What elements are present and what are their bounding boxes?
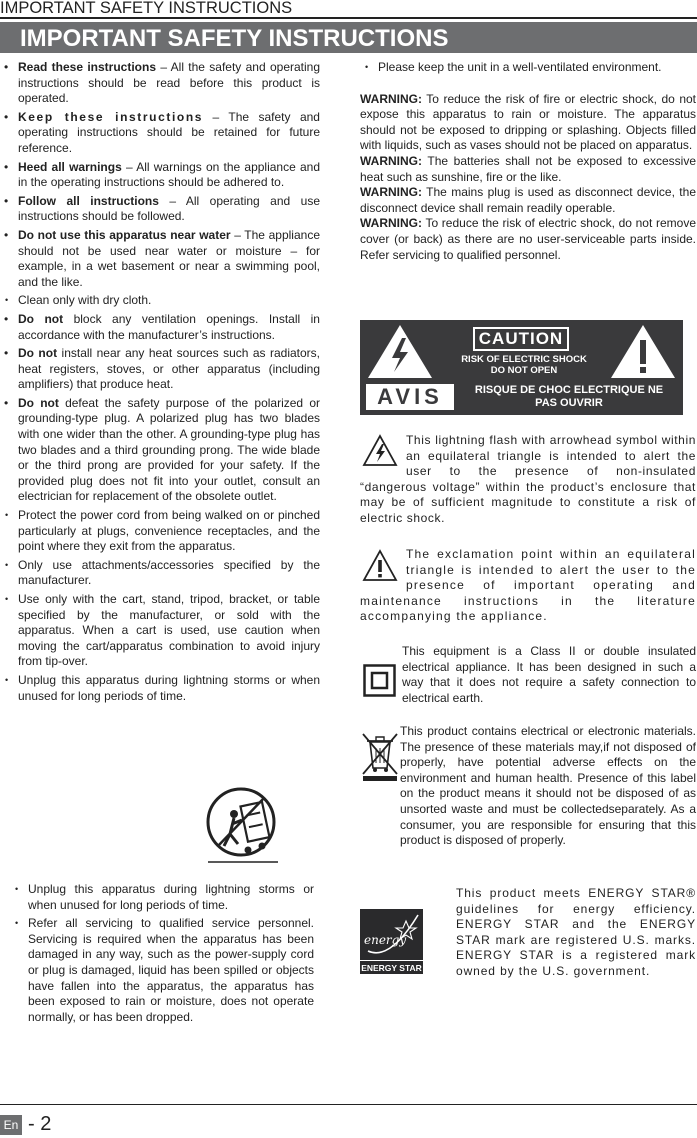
title-banner (0, 22, 697, 53)
item-text: Please keep the unit in a well-ventilated environment. (378, 60, 662, 74)
warning-paragraph (360, 216, 696, 263)
list-item (4, 194, 320, 225)
energy-star-description: This product meets ENERGY STAR® guidelines for energy efficiency. ENERGY STAR and the ENERGY STAR mark are registered U.S. marks. ENERGY STAR is a registered mark owned by the U.S. government. (456, 886, 696, 978)
item-lead: Follow all instructions (18, 193, 159, 208)
language-badge: En (0, 1115, 22, 1135)
footer-rule (0, 1104, 697, 1105)
list-item (4, 508, 320, 555)
item-text: Unplug this apparatus during lightning storms or when unused for long periods of time. (18, 672, 320, 703)
class-ii-double-insulation-icon (363, 664, 396, 697)
page-number-value: 2 (40, 1113, 52, 1135)
page-header-label: IMPORTANT SAFETY INSTRUCTIONS (0, 0, 293, 17)
right-column (360, 60, 696, 263)
item-text: Clean only with dry cloth. (18, 293, 152, 308)
list-item (14, 882, 314, 913)
item-lead: Do not (18, 311, 64, 326)
energy-star-wordmark: ENERGY STAR (360, 960, 423, 975)
warning-paragraph (360, 92, 696, 154)
item-lead: Do not use this apparatus near water (18, 227, 231, 242)
warning-paragraph (360, 154, 696, 185)
list-item (364, 60, 696, 76)
servicing-list (8, 882, 314, 1025)
item-text: – All warnings on the appliance and in the operating instructions should be adhered to. (18, 159, 321, 190)
item-lead: Keep these instructions (18, 109, 204, 124)
item-text: – The appliance should not be used near water or moisture – for example, in a wet basement or near a swimming pool, and the like. (18, 227, 320, 289)
list-item (4, 558, 320, 589)
safety-list (4, 60, 320, 704)
risque-line: PAS OUVRIR (535, 397, 603, 409)
list-item (4, 228, 320, 290)
warning-text: To reduce the risk of electric shock, do not remove cover (or back) as there are no user-serviceable parts inside. Refer servicing to qualified personnel. (360, 216, 696, 262)
item-lead: Read these instructions (18, 60, 156, 74)
item-text: – All the safety and operating instructions should be read before this product is operated. (18, 60, 321, 106)
class-ii-description: This equipment is a Class II or double insulated electrical appliance. It has been designed in such a way that it does not require a safety connection to electrical earth. (402, 644, 696, 705)
list-item (4, 110, 320, 157)
item-text: block any ventilation openings. Install in accordance with the manufacturer’s instructions. (18, 311, 320, 342)
item-text: Only use attachments/accessories specified by the manufacturer. (18, 557, 320, 588)
warning-label: WARNING: (360, 216, 422, 231)
caution-word: CAUTION (478, 329, 564, 348)
item-text: – The safety and operating instructions should be retained for future reference. (18, 109, 320, 155)
caution-label (360, 320, 683, 415)
lightning-text: This lightning flash with arrowhead symbol within an equilateral triangle is intended to alert the user to the presence of non-insulated “dangerous voltage” within the product’s enclosure that may be of sufficient magnitude to constitute a risk of electric shock. (360, 433, 696, 525)
warning-label: WARNING: (360, 153, 422, 168)
left-bottom-list (8, 882, 314, 1028)
list-item (14, 916, 314, 1025)
list-item (4, 60, 320, 107)
warning-label: WARNING: (360, 91, 422, 106)
warning-label: WARNING: (360, 185, 422, 200)
warning-text: The mains plug is used as disconnect device, the disconnect device shall remain readily operable. (360, 185, 696, 215)
list-item (4, 293, 320, 309)
item-lead: Heed all warnings (18, 159, 122, 174)
avis-word: AVIS (377, 384, 443, 409)
warning-text: To reduce the risk of fire or electric shock, do not expose this apparatus to rain or moisture. The apparatus should not be exposed to dripping or splashing. Objects filled with liquids, such as vases should not be placed on apparatus. (360, 91, 696, 153)
item-text: Unplug this apparatus during lightning storms or when unused for long periods of time. (28, 882, 314, 912)
page-title: IMPORTANT SAFETY INSTRUCTIONS (20, 25, 449, 52)
page-number: - 2 (28, 1113, 52, 1135)
energy-script: energy (364, 933, 407, 947)
warning-paragraph (360, 185, 696, 216)
item-text: install near any heat sources such as radiators, heat registers, stoves, or other apparatus (including amplifiers) that produce heat. (18, 346, 320, 392)
item-text: Protect the power cord from being walked on or pinched particularly at plugs, convenience receptacles, and the point where they exit from the apparatus. (18, 508, 320, 554)
weee-crossed-bin-icon (361, 730, 399, 782)
cart-tipover-icon (204, 784, 282, 866)
exclamation-description (360, 547, 696, 625)
risk-line: RISK OF ELECTRIC SHOCK (461, 354, 587, 365)
risk-text (440, 354, 608, 376)
energy-star-logo (360, 909, 423, 974)
risque-line: RISQUE DE CHOC ELECTRIQUE NE (474, 384, 664, 396)
warning-text: The batteries shall not be exposed to excessive heat such as sunshine, fire or the like. (360, 153, 696, 184)
weee-description: This product contains electrical or electronic materials. The presence of these materials may,if not disposed of properly, have potential adverse effects on the environment and human health. Presence of this label on the product means it should not be disposed of as unsorted waste and must be collectedseparately. As a consumer, you are responsible for ensuring that this product is disposed of properly. (400, 724, 696, 848)
item-text: Use only with the cart, stand, tripod, bracket, or table specified by the manufacturer, or sold with the apparatus. When a cart is used, use caution when moving the cart/apparatus combination to avoid injury from tip-over. (18, 592, 320, 669)
exclamation-text: The exclamation point within an equilateral triangle is intended to alert the user to the presence of important operating and maintenance instructions in the literature accompanying the appliance. (360, 547, 696, 624)
item-lead: Do not (18, 395, 59, 410)
list-item (4, 312, 320, 343)
left-column (4, 60, 320, 707)
list-item (4, 346, 320, 393)
lightning-description (360, 433, 696, 527)
item-text: defeat the safety purpose of the polarized or grounding-type plug. A polarized plug has two blades with one wider than the other. A grounding-type plug has two blades and a third grounding prong. The wide blade or the third prong are provided for your safety. If the provided plug does not fit into your outlet, consult an electrician for replacement of the obsolete outlet. (18, 395, 320, 504)
list-item (4, 396, 320, 505)
item-lead: Do not (18, 346, 58, 361)
risk-line: DO NOT OPEN (490, 365, 558, 376)
ventilation-list (360, 60, 696, 76)
risque-text (460, 384, 678, 410)
list-item (4, 673, 320, 704)
item-text: – All operating and use instructions should be followed. (18, 193, 320, 224)
header-rule (0, 17, 697, 19)
list-item (4, 592, 320, 670)
list-item (4, 160, 320, 191)
item-text: Refer all servicing to qualified service personnel. Servicing is required when the apparatus has been damaged in any way, such as the power-supply cord or plug is damaged, liquid has been spilled or objects have fallen into the apparatus, the apparatus has been exposed to rain or moisture, does not operate normally, or has been dropped. (28, 916, 314, 1024)
